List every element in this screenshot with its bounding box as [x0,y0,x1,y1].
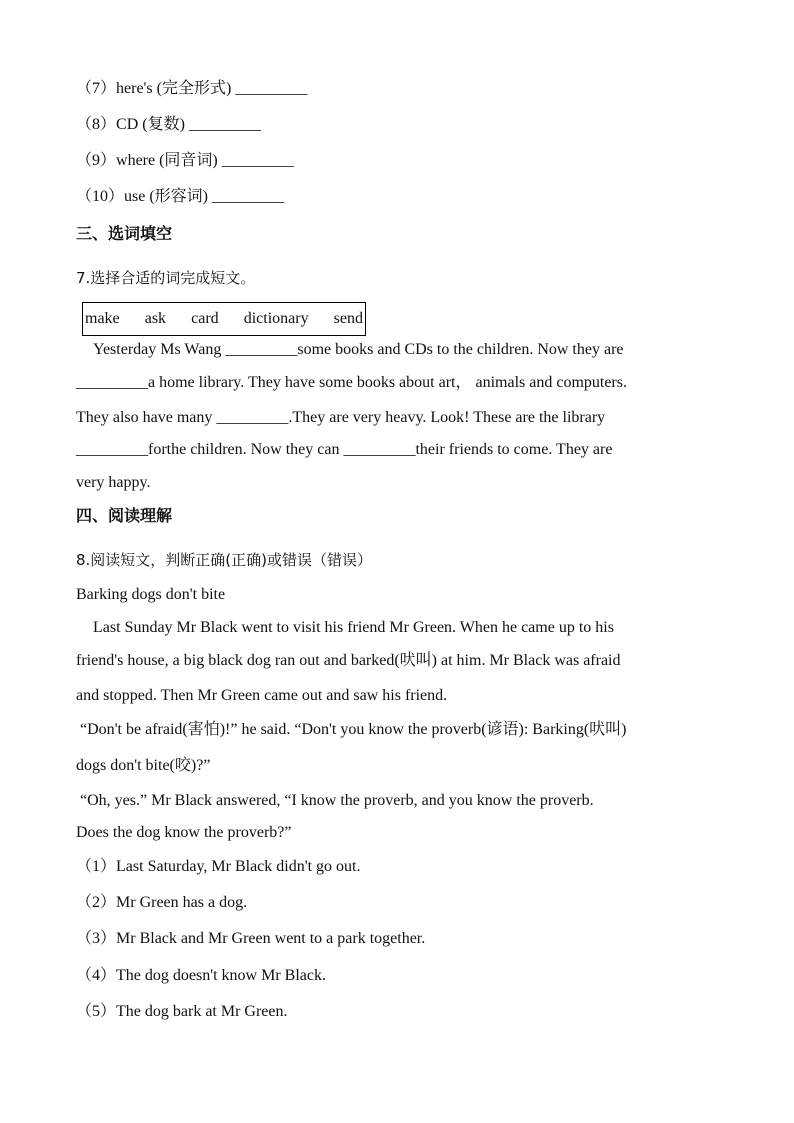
statement-number: （2） [76,894,117,911]
item-text: here's (完全形式) _________ [116,80,308,97]
word-bank-item: send [333,310,363,327]
passage-line: “Oh, yes.” Mr Black answered, “I know the proverb, and you know the proverb. [80,792,594,809]
item-10 [76,187,284,207]
passage-line: “Don't be afraid(害怕)!” he said. “Don't you know the proverb(谚语): Barking(吠叫) [80,721,627,738]
section4-heading: 四、阅读理解 [76,506,173,525]
word-bank-item: ask [144,310,167,327]
statement-number: （5） [76,1003,117,1020]
item-number: （10） [76,188,125,205]
statement-5 [76,1002,288,1022]
item-7 [76,79,307,99]
word-bank-item: dictionary [243,310,309,327]
statement-text: The dog doesn't know Mr Black. [116,967,326,984]
statement-number: （4） [76,967,117,984]
item-number: （8） [76,116,117,133]
statement-text: The dog bark at Mr Green. [116,1003,288,1020]
item-8 [76,115,261,135]
item-text: where (同音词) _________ [116,152,294,169]
word-bank [82,302,366,336]
statement-number: （1） [76,858,117,875]
item-text: CD (复数) _________ [116,116,261,133]
passage-line: and stopped. Then Mr Green came out and saw his friend. [76,687,448,704]
passage-line: Last Sunday Mr Black went to visit his friend Mr Green. When he came up to his [93,619,614,636]
statement-4 [76,966,326,986]
passage-line: friend's house, a big black dog ran out and barked(吠叫) at him. Mr Black was afraid [76,652,621,669]
section3-heading: 三、选词填空 [76,224,173,243]
cloze-line: _________forthe children. Now they can _________their friends to come. They are [76,441,613,458]
cloze-line: _________a home library. They have some books about art， animals and computers. [76,374,627,391]
statement-number: （3） [76,930,117,947]
item-text: use (形容词) _________ [124,188,285,205]
word-bank-item: card [191,310,219,327]
section3-question: 7.选择合适的词完成短文。 [76,269,256,287]
statement-text: Last Saturday, Mr Black didn't go out. [116,858,361,875]
cloze-line: Yesterday Ms Wang _________some books and CDs to the children. Now they are [93,341,624,358]
section4-question: 8.阅读短文，判断正确(正确)或错误（错误） [76,551,373,569]
statement-3 [76,929,425,949]
cloze-line: very happy. [76,474,151,491]
statement-2 [76,893,247,913]
passage-title: Barking dogs don't bite [76,586,226,603]
passage-line: dogs don't bite(咬)?” [76,757,211,774]
passage-line: Does the dog know the proverb?” [76,824,292,841]
word-bank-item: make [85,310,120,327]
cloze-line: They also have many _________.They are very heavy. Look! These are the library [76,409,606,426]
item-number: （7） [76,80,117,97]
statement-1 [76,857,361,877]
item-9 [76,151,294,171]
item-number: （9） [76,152,117,169]
statement-text: Mr Black and Mr Green went to a park together. [116,930,426,947]
statement-text: Mr Green has a dog. [116,894,248,911]
